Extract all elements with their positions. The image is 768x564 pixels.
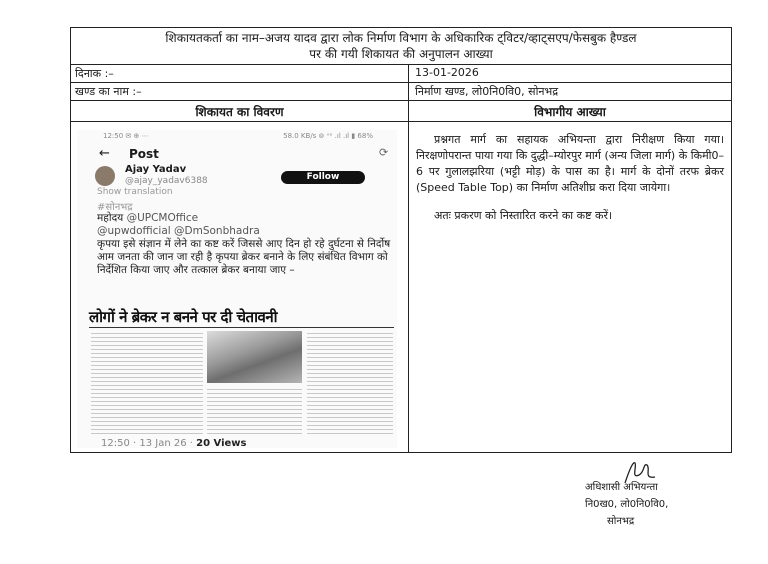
signatory-office: नि0ख0, लो0नि0वि0, — [585, 499, 669, 510]
date-label: दिनाक :– — [75, 67, 114, 80]
complaint-header: शिकायत का विवरण — [195, 105, 284, 119]
date-row — [71, 65, 731, 83]
division-label: खण्ड का नाम :– — [75, 85, 142, 98]
report-title-line2: पर की गयी शिकायत की अनुपालन आख्या — [309, 47, 493, 61]
tweet-body — [97, 212, 397, 277]
mention-upcm: @UPCMOffice — [126, 212, 199, 224]
headline-rule — [89, 327, 394, 328]
column-divider — [408, 65, 409, 452]
signatory-place: सोनभद्र — [607, 516, 635, 527]
phone-status-bar — [103, 132, 373, 140]
post-title: Post — [129, 147, 159, 161]
reply-paragraph-1: प्रश्नगत मार्ग का सहायक अभियन्ता द्वारा निरीक्षण किया गया। निरक्षणोपरान्त पाया गया कि दुद्धी–म्योरपुर मार्ग (अन्य जिला मार्ग) के किमी0–6 पर गुलालझरिया (भट्टी मोड़) के पास का है। मार्ग के दोनों तरफ ब्रेकर (Speed Table Top) का निर्माण अतिशीघ्र करा दिया जायेगा। — [416, 133, 724, 194]
status-left: 12:50 ✉ ⊕ ⋯ — [103, 132, 149, 140]
department-reply — [416, 132, 724, 236]
salutation: महोदय — [97, 212, 127, 224]
tweet-views: 20 Views — [196, 438, 247, 448]
tweet-text: कृपया इसे संज्ञान में लेने का कष्ट करें जिससे आए दिन हो रहे दुर्घटना से निर्दोष आम जनता की जान जा रही है कृपया ब्रेकर बनाने के लिए संबंधित विभाग को निर्देशित किया जाए और तत्काल ब्रेकर बनाया जाए – — [97, 238, 391, 276]
show-translation-link: Show translation — [97, 187, 173, 197]
signatory-designation: अधिशासी अभियन्ता — [585, 482, 658, 493]
division-value: निर्माण खण्ड, लो0नि0वि0, सोनभद्र — [415, 85, 559, 98]
report-title-line1: शिकायतकर्ता का नाम–अजय यादव द्वारा लोक निर्माण विभाग के अधिकारिक ट्विटर/व्हाट्सएप/फेसबुक हैण्डल — [165, 31, 637, 45]
date-value: 13-01-2026 — [415, 66, 479, 79]
avatar — [95, 166, 115, 186]
follow-button: Follow — [281, 171, 365, 184]
reply-header: विभागीय आख्या — [534, 105, 606, 119]
newspaper-column-left — [91, 331, 203, 435]
mentions-line: @upwdofficial @DmSonbhadra — [97, 225, 260, 237]
newspaper-headline: लोगों ने ब्रेकर न बनने पर दी चेतावनी — [89, 308, 278, 326]
reply-paragraph-2: अतः प्रकरण को निस्तारित करने का कष्ट करें। — [434, 209, 613, 222]
newspaper-photo — [207, 331, 302, 383]
hashtag: #सोनभद्र — [97, 202, 133, 213]
author-name: Ajay Yadav — [125, 164, 187, 175]
status-right: 58.0 KB/s ⊚ ᵛᵒ .ıl .ıl ▮ 68% — [283, 132, 373, 140]
back-arrow-icon: ← — [99, 146, 110, 161]
division-row — [71, 83, 731, 101]
newspaper-column-right — [307, 331, 393, 435]
newspaper-column-middle — [207, 387, 302, 435]
signature-mark — [621, 457, 661, 487]
tweet-screenshot — [77, 130, 397, 448]
refresh-icon: ⟳ — [379, 146, 389, 159]
tweet-meta — [101, 438, 247, 448]
report-title — [71, 28, 731, 65]
signature-block — [585, 465, 668, 530]
author-handle: @ajay_yadav6388 — [125, 176, 208, 186]
column-header-row — [71, 101, 731, 122]
tweet-time: 12:50 · 13 Jan 26 · — [101, 438, 197, 448]
compliance-report-table — [70, 27, 732, 453]
